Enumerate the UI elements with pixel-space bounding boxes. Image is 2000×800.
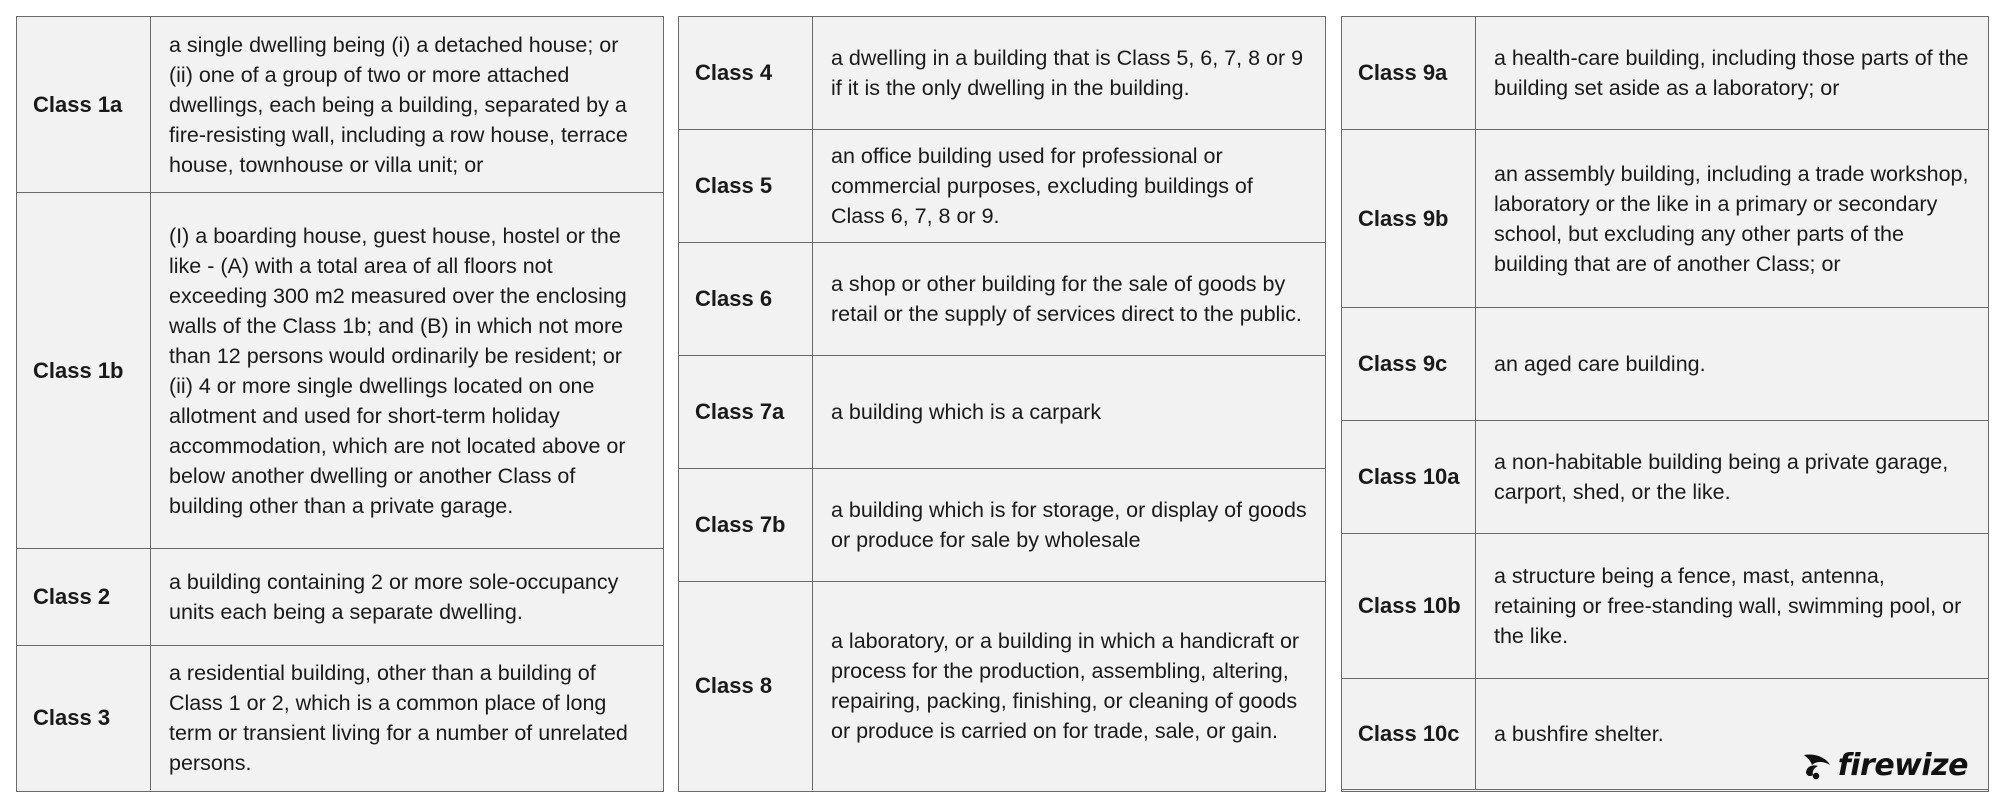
table-row	[1342, 534, 1988, 679]
table-row	[1342, 421, 1988, 534]
class-label: Class 8	[679, 582, 813, 790]
class-label: Class 10a	[1342, 421, 1476, 533]
class-description: an assembly building, including a trade workshop, laboratory or the like in a primary or secondary school, but excluding any other parts of the building that are of another Class; or	[1494, 161, 1969, 276]
table-row	[17, 646, 663, 790]
logo-wordmark: firewize	[1837, 748, 1968, 783]
class-description: a building containing 2 or more sole-occupancy units each being a separate dwelling.	[169, 570, 619, 624]
class-label: Class 9c	[1342, 308, 1476, 420]
firewize-logo	[1800, 748, 1968, 783]
class-label: Class 4	[679, 17, 813, 129]
table-row	[1342, 308, 1988, 421]
class-label: Class 2	[17, 549, 151, 645]
class-label: Class 9b	[1342, 130, 1476, 307]
table-row	[679, 243, 1325, 356]
table-panel-1	[16, 16, 664, 792]
class-label: Class 1b	[17, 193, 151, 548]
class-description: a health-care building, including those parts of the building set aside as a laboratory; or	[1494, 46, 1969, 100]
flame-icon	[1800, 751, 1834, 781]
table-row	[1342, 17, 1988, 130]
class-description: an aged care building.	[1494, 352, 1706, 376]
class-label: Class 6	[679, 243, 813, 355]
table-row	[679, 469, 1325, 582]
class-description: (I) a boarding house, guest house, hostel or the like - (A) with a total area of all floors not exceeding 300 m2 measured over the enclosing walls of the Class 1b; and (B) in which not more than 12 persons would ordinarily be resident; or (ii) 4 or more single dwellings located on one allotment and used for short-term holiday accommodation, which are not located above or below another dwelling or another Class of building other than a private garage.	[169, 223, 627, 518]
table-row	[17, 17, 663, 193]
class-description: a building which is for storage, or display of goods or produce for sale by wholesale	[831, 498, 1307, 552]
class-label: Class 10b	[1342, 534, 1476, 678]
table-row	[1342, 130, 1988, 308]
table-panel-2	[678, 16, 1326, 792]
class-description: a bushfire shelter.	[1494, 722, 1664, 746]
class-label: Class 7a	[679, 356, 813, 468]
class-description: a residential building, other than a building of Class 1 or 2, which is a common place of long term or transient living for a number of unrelated persons.	[169, 661, 628, 775]
table-row	[679, 356, 1325, 469]
class-label: Class 1a	[17, 17, 151, 192]
class-label: Class 10c	[1342, 679, 1476, 789]
class-description: a structure being a fence, mast, antenna, retaining or free-standing wall, swimming pool, or the like.	[1494, 564, 1962, 648]
class-label: Class 3	[17, 646, 151, 790]
class-description: a single dwelling being (i) a detached house; or (ii) one of a group of two or more attached dwellings, each being a building, separated by a fire-resisting wall, including a row house, terrace house, townhouse or villa unit; or	[169, 32, 628, 177]
table-row	[679, 17, 1325, 130]
table-row	[17, 193, 663, 549]
table-row	[17, 549, 663, 646]
class-description: an office building used for professional or commercial purposes, excluding buildings of Class 6, 7, 8 or 9.	[831, 144, 1253, 228]
class-label: Class 7b	[679, 469, 813, 581]
class-description: a non-habitable building being a private garage, carport, shed, or the like.	[1494, 450, 1949, 504]
table-row	[679, 582, 1325, 790]
class-description: a laboratory, or a building in which a handicraft or process for the production, assembling, altering, repairing, packing, finishing, or cleaning of goods or produce is carried on for trade, sale, or gain.	[831, 629, 1300, 743]
class-description: a shop or other building for the sale of goods by retail or the supply of services direct to the public.	[831, 272, 1302, 326]
table-row	[679, 130, 1325, 243]
table-panel-3	[1341, 16, 1989, 792]
class-description: a dwelling in a building that is Class 5, 6, 7, 8 or 9 if it is the only dwelling in the building.	[831, 46, 1304, 100]
class-label: Class 9a	[1342, 17, 1476, 129]
class-label: Class 5	[679, 130, 813, 242]
class-description: a building which is a carpark	[831, 400, 1102, 424]
